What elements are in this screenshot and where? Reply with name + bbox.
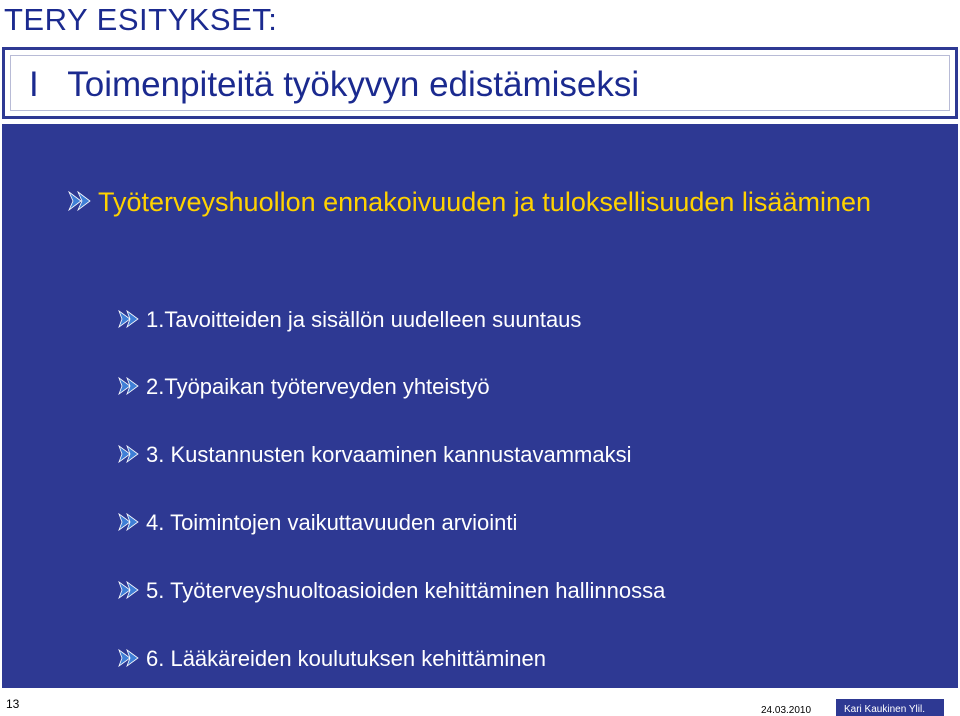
footer-author: Kari Kaukinen Ylil.: [836, 699, 944, 716]
content-panel: [2, 124, 958, 688]
list-item-text: 3. Kustannusten korvaaminen kannustavammaksi: [146, 442, 632, 467]
chevron-right-icon: [118, 581, 142, 599]
header-title: TERY ESITYKSET:: [4, 2, 278, 37]
list-item-text: 6. Lääkäreiden koulutuksen kehittäminen: [146, 646, 546, 671]
main-bullet-text: Työterveyshuollon ennakoivuuden ja tuloksellisuuden lisääminen: [98, 187, 871, 217]
list-item-text: 1.Tavoitteiden ja sisällön uudelleen suuntaus: [146, 307, 582, 332]
footer-date: 24.03.2010: [761, 705, 812, 716]
list-item-text: 5. Työterveyshuoltoasioiden kehittäminen hallinnossa: [146, 578, 666, 603]
chevron-right-icon: [118, 377, 142, 395]
chevron-right-icon: [68, 191, 94, 211]
chevron-right-icon: [118, 649, 142, 667]
page-number: 13: [6, 697, 20, 711]
list-item: [118, 307, 581, 333]
list-item-text: 4. Toimintojen vaikuttavuuden arviointi: [146, 510, 518, 535]
page-title: I Toimenpiteitä työkyvyn edistämiseksi: [29, 65, 640, 104]
list-item: [118, 510, 517, 536]
list-item: [118, 646, 546, 672]
main-bullet: [68, 183, 888, 221]
chevron-right-icon: [118, 310, 142, 328]
list-item: [118, 442, 631, 468]
list-item-text: 2.Työpaikan työterveyden yhteistyö: [146, 374, 490, 399]
title-box: [2, 47, 958, 119]
chevron-right-icon: [118, 513, 142, 531]
list-item: [118, 578, 665, 604]
chevron-right-icon: [118, 445, 142, 463]
list-item: [118, 374, 490, 400]
